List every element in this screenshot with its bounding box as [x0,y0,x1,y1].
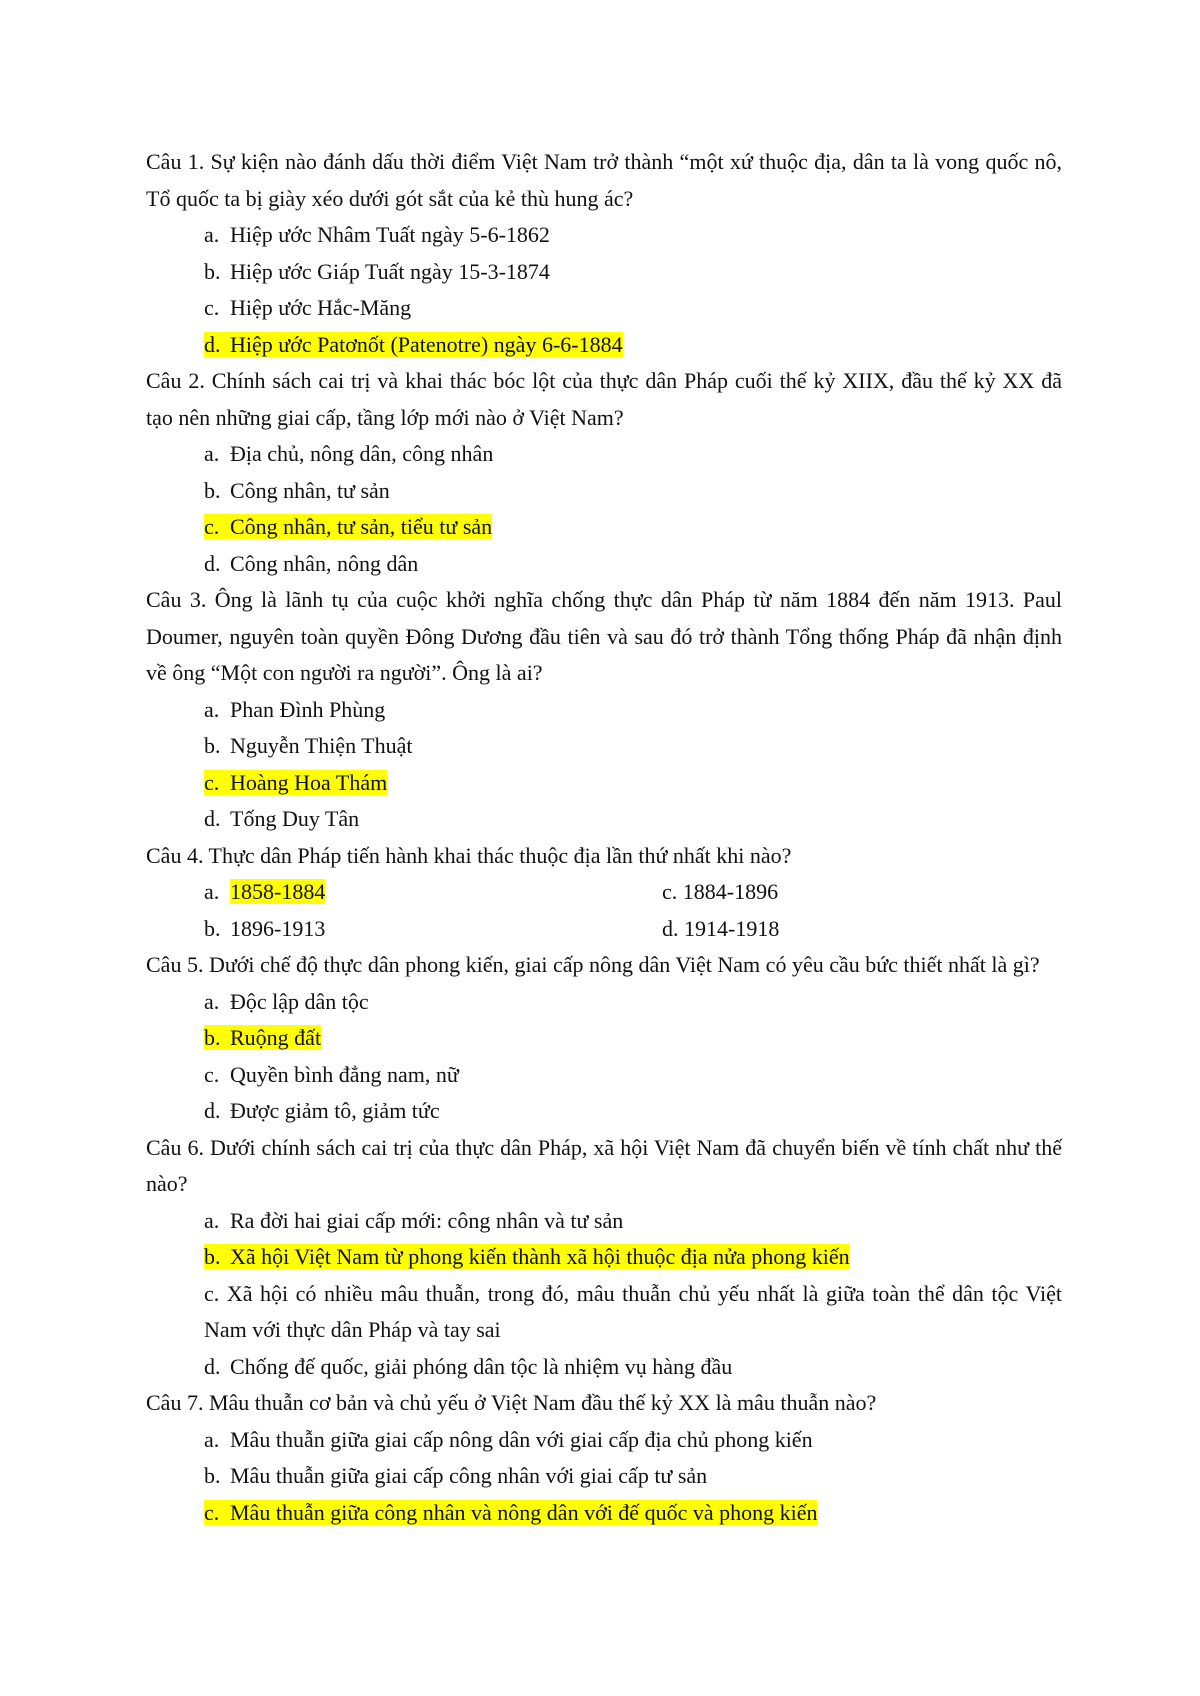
question-5-option-b-answer: b. Ruộng đất [204,1025,322,1050]
question-6-option-a: a. Ra đời hai giai cấp mới: công nhân và tư sản [204,1207,624,1233]
question-4-options-row-2 [204,911,1062,948]
question-1-option-c: c. Hiệp ước Hắc-Măng [204,295,412,320]
question-4-option-c: c. 1884-1896 [662,879,779,904]
question-1-option-d-answer: d. Hiệp ước Patơnốt (Patenotre) ngày 6-6-1884 [204,331,623,357]
question-3-option-a: a. Phan Đình Phùng [204,696,386,722]
question-3-option-b: b. Nguyễn Thiện Thuật [204,733,413,758]
question-2-option-d: d. Công nhân, nông dân [204,550,419,576]
question-2: Câu 2. Chính sách cai trị và khai thác bóc lột của thực dân Pháp cuối thế kỷ XIIX, đầu thế kỷ XX đã tạo nên những giai cấp, tầng lớp mới nào ở Việt Nam? [146,368,1062,430]
question-6-option-d: d. Chống đế quốc, giải phóng dân tộc là nhiệm vụ hàng đầu [204,1353,733,1379]
question-5-option-c: c. Quyền bình đẳng nam, nữ [204,1061,459,1087]
question-4-option-a-answer: a. 1858-1884 [204,879,326,904]
question-6: Câu 6. Dưới chính sách cai trị của thực dân Pháp, xã hội Việt Nam đã chuyển biến về tính chất như thế nào? [146,1134,1062,1196]
question-4-option-d: d. 1914-1918 [662,915,780,941]
question-3: Câu 3. Ông là lãnh tụ của cuộc khởi nghĩa chống thực dân Pháp từ năm 1884 đến năm 1913. Paul Doumer, nguyên toàn quyền Đông Dương đầu tiên và sau đó trở thành Tổng thống Pháp đã nhận định về ông “Một con người ra người”. Ông là ai? [146,587,1062,685]
question-1: Câu 1. Sự kiện nào đánh dấu thời điểm Việt Nam trở thành “một xứ thuộc địa, dân ta là vong quốc nô, Tổ quốc ta bị giày xéo dưới gót sắt của kẻ thù hung ác? [146,149,1062,211]
question-3-option-d: d. Tống Duy Tân [204,806,360,831]
question-5-option-d: d. Được giảm tô, giảm tức [204,1098,440,1123]
question-7: Câu 7. Mâu thuẫn cơ bản và chủ yếu ở Việt Nam đầu thế kỷ XX là mâu thuẫn nào? [146,1390,877,1415]
question-3-option-c-answer: c. Hoàng Hoa Thám [204,769,388,795]
question-7-option-b: b. Mâu thuẫn giữa giai cấp công nhân với giai cấp tư sản [204,1463,708,1488]
question-5-option-a: a. Độc lập dân tộc [204,988,369,1014]
question-2-option-b: b. Công nhân, tư sản [204,477,390,503]
question-4: Câu 4. Thực dân Pháp tiến hành khai thác thuộc địa lần thứ nhất khi nào? [146,842,792,868]
question-1-option-a: a. Hiệp ước Nhâm Tuất ngày 5-6-1862 [204,222,550,247]
question-4-options-row-1 [204,874,1062,911]
question-7-option-a: a. Mâu thuẫn giữa giai cấp nông dân với giai cấp địa chủ phong kiến [204,1426,813,1452]
question-1-option-b: b. Hiệp ước Giáp Tuất ngày 15-3-1874 [204,258,550,284]
document-content [146,144,1062,1531]
question-2-option-c-answer: c. Công nhân, tư sản, tiểu tư sản [204,514,493,539]
question-5: Câu 5. Dưới chế độ thực dân phong kiến, giai cấp nông dân Việt Nam có yêu cầu bức thiết nhất là gì? [146,952,1040,977]
question-6-option-b-answer: b. Xã hội Việt Nam từ phong kiến thành xã hội thuộc địa nửa phong kiến [204,1244,850,1269]
question-4-option-b: b. 1896-1913 [204,915,326,941]
question-2-option-a: a. Địa chủ, nông dân, công nhân [204,441,494,466]
question-6-option-c: c. Xã hội có nhiều mâu thuẫn, trong đó, mâu thuẫn chủ yếu nhất là giữa toàn thể dân tộc Việt Nam với thực dân Pháp và tay sai [204,1280,1063,1342]
question-7-option-c-answer: c. Mâu thuẫn giữa công nhân và nông dân với đế quốc và phong kiến [204,1499,818,1525]
